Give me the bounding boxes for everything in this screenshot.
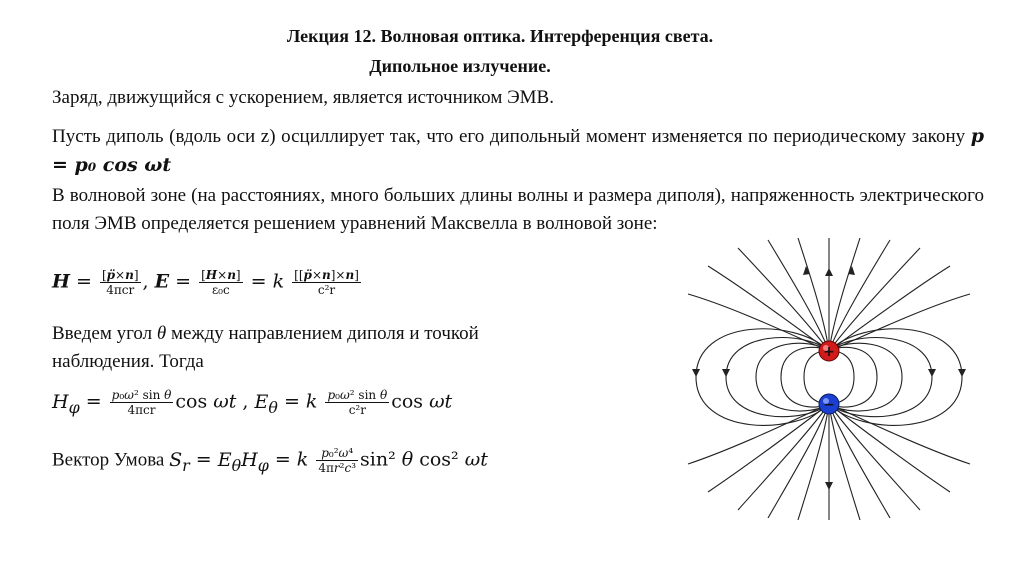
theta-symbol: θ bbox=[156, 323, 167, 344]
paragraph-angle-theta bbox=[52, 320, 552, 376]
paragraph-accelerated-charge: Заряд, движущийся с ускорением, является источником ЭМВ. bbox=[52, 87, 554, 108]
dipole-field-lines-diagram bbox=[686, 238, 972, 520]
negative-charge bbox=[819, 394, 839, 414]
paragraph-angle-suffix: между направлением диполя и точкой наблюдения. Тогда bbox=[52, 323, 479, 372]
positive-charge bbox=[819, 341, 839, 361]
positive-charge-sign: + bbox=[823, 344, 835, 360]
paragraph-dipole-oscillation bbox=[52, 122, 984, 180]
formula-h-e-fields: H = $\frac{[p̈\times n]}{\text{4πcr}}$ , E = $\frac{[H\times n]}{\text{ε₀c}}$ = k $\frac{[[p̈\times n]\times n]}{\text{c²r}}$ bbox=[52, 268, 359, 297]
umov-label: Вектор Умова bbox=[52, 449, 170, 471]
field-lines bbox=[688, 238, 970, 520]
lecture-subtitle: Дипольное излучение. bbox=[369, 56, 551, 76]
negative-charge-sign: − bbox=[823, 397, 835, 413]
lecture-title: Лекция 12. Волновая оптика. Интерференция света. bbox=[286, 26, 714, 46]
paragraph-dipole-text: Пусть диполь (вдоль оси z) осциллирует так, что его дипольный момент изменяется по периодическому закону bbox=[52, 126, 971, 147]
paragraph-wave-zone: В волновой зоне (на расстояниях, много больших длины волны и размера диполя), напряженность электрического поля ЭМВ определяется решением уравнений Максвелла в волновой зоне: bbox=[52, 185, 984, 234]
dipole-law-formula: p = p₀ cos ωt bbox=[52, 125, 984, 176]
paragraph-angle-prefix: Введем угол bbox=[52, 323, 157, 344]
formula-h-phi-e-theta: $H_\varphi$ = $\frac{\text{p₀ω² sin θ}}{\text{4πcr}}$ cos ωt , $E_\theta = k$ $\frac{\text{p₀ω² sin θ}}{\text{c²r}}$ cos ωt bbox=[52, 388, 453, 417]
formula-umov-vector: Вектор Умова $S_r = E_\theta H_\varphi = k$ $\frac{\text{p₀²ω⁴}}{\text{4πr²c³}}$ sin² θ cos² ωt bbox=[52, 446, 488, 475]
